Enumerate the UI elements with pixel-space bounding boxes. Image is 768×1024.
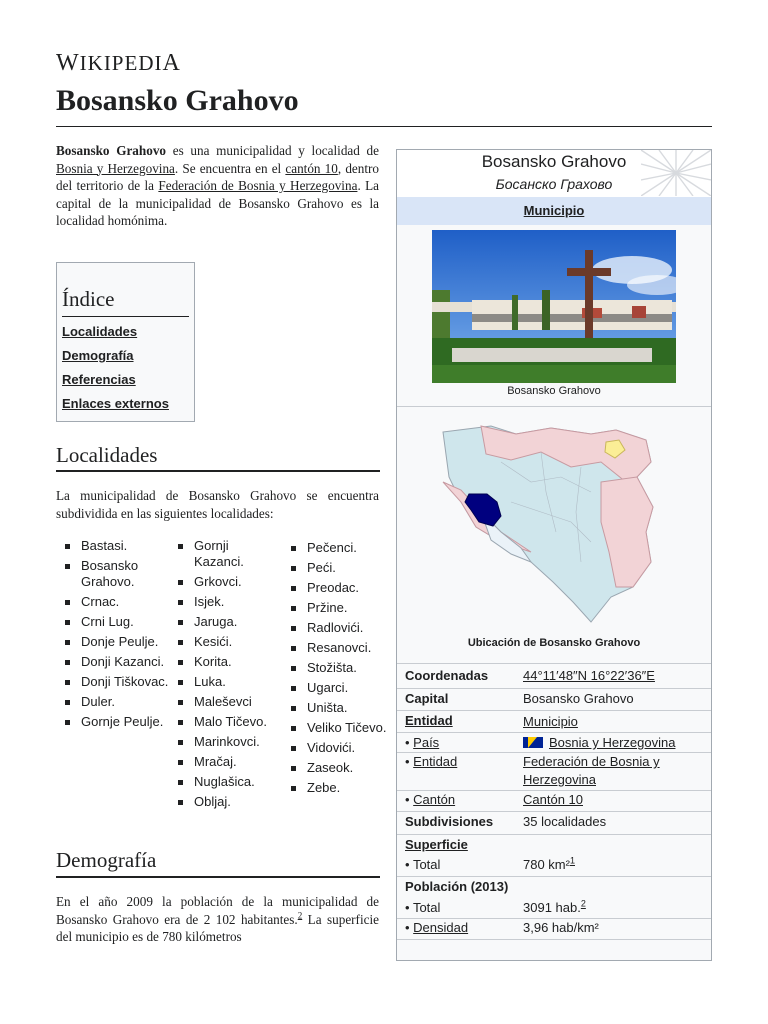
canton-label-link[interactable]: Cantón	[413, 792, 456, 807]
ref-link[interactable]: 2	[580, 898, 586, 909]
link-canton-10[interactable]: cantón 10	[285, 160, 338, 176]
infobox-native-name: Босанско Грахово	[495, 176, 613, 192]
densidad-value: 3,96 hab/km²	[523, 920, 599, 935]
link-federacion[interactable]: Federación de Bosnia y Herzegovina	[158, 178, 358, 194]
poblacion-total-label: • Total	[405, 900, 441, 915]
bosnia-flag-icon	[523, 737, 543, 748]
intro-text-2: . Se encuentra en el	[174, 160, 286, 176]
list-item: Pržine.	[291, 600, 395, 616]
link-bosnia[interactable]: Bosnia y Herzegovina	[56, 160, 175, 176]
infobox-separator	[397, 834, 711, 835]
infobox-separator	[397, 732, 711, 733]
municipality-photo[interactable]	[432, 230, 676, 383]
canton-link[interactable]: Cantón 10	[523, 792, 583, 807]
superficie-total-text: Total	[412, 857, 441, 872]
list-item: Veliko Tičevo.	[291, 720, 395, 736]
list-item: Bastasi.	[65, 538, 169, 554]
capital-label: Capital	[405, 691, 449, 706]
list-item: Isjek.	[178, 594, 282, 610]
entidad2-link[interactable]: Federación de Bosnia y Herzegovina	[523, 754, 660, 787]
list-item: Luka.	[178, 674, 282, 690]
list-item: Vidovići.	[291, 740, 395, 756]
infobox-separator	[397, 688, 711, 689]
list-item: Kesići.	[178, 634, 282, 650]
list-item: Ugarci.	[291, 680, 395, 696]
toc-rule	[62, 316, 189, 317]
entidad2-label-link[interactable]: Entidad	[413, 754, 458, 769]
list-item: Zaseok.	[291, 760, 395, 776]
list-item: Mračaj.	[178, 754, 282, 770]
infobox-separator	[397, 663, 711, 664]
ref-link[interactable]: 1	[569, 855, 575, 866]
localidades-column-1	[65, 538, 169, 734]
heading-localidades: Localidades	[56, 443, 158, 467]
list-item: Donji Tiškovac.	[65, 674, 169, 690]
logo-ikipedi: IKIPEDI	[79, 51, 163, 75]
list-item: Donje Peulje.	[65, 634, 169, 650]
pais-label: • País	[405, 735, 440, 750]
toc-title: Índice	[62, 287, 115, 311]
list-item: Marinkovci.	[178, 734, 282, 750]
poblacion-label: Población (2013)	[405, 879, 509, 894]
location-map[interactable]	[441, 422, 677, 632]
list-item: Jaruga.	[178, 614, 282, 630]
logo-a: A	[162, 50, 181, 76]
list-item: Korita.	[178, 654, 282, 670]
toc-item-localidades[interactable]: Localidades	[62, 324, 138, 339]
intro-subject: Bosansko Grahovo	[56, 143, 167, 158]
entidad2-label: • Entidad	[405, 754, 458, 769]
list-item: Bosansko Grahovo.	[65, 558, 169, 590]
superficie-total-label: • Total	[405, 857, 441, 872]
heading-demografia: Demografía	[56, 848, 157, 872]
list-item: Gornje Peulje.	[65, 714, 169, 730]
localidades-intro: La municipalidad de Bosansko Grahovo se encuentra subdividida en las siguientes localidades:	[56, 488, 379, 521]
subdivisiones-value: 35 localidades	[523, 814, 607, 829]
pais-value	[523, 734, 675, 752]
heading-rule-demografia	[56, 876, 380, 878]
list-item: Maleševci	[178, 694, 282, 710]
infobox-title: Bosansko Grahovo	[481, 152, 627, 171]
infobox-type-band	[397, 197, 711, 225]
list-item: Duler.	[65, 694, 169, 710]
localidades-column-2	[178, 538, 282, 814]
pais-link[interactable]: Bosnia y Herzegovina	[549, 735, 676, 750]
toc-item-referencias[interactable]: Referencias	[62, 372, 136, 387]
infobox-header	[397, 150, 711, 197]
intro-text-1: es una municipalidad y localidad de	[166, 143, 379, 158]
heading-rule-localidades	[56, 470, 380, 472]
map-caption: Ubicación de Bosansko Grahovo	[467, 637, 641, 649]
densidad-label-link[interactable]: Densidad	[413, 920, 469, 935]
list-item: Resanovci.	[291, 640, 395, 656]
capital-value: Bosansko Grahovo	[523, 691, 634, 706]
superficie-label	[405, 837, 468, 852]
superficie-link[interactable]: Superficie	[405, 837, 468, 852]
list-item: Radlovići.	[291, 620, 395, 636]
list-item: Peći.	[291, 560, 395, 576]
table-of-contents	[56, 262, 195, 422]
ref-link[interactable]: 2	[297, 910, 303, 921]
infobox-separator	[397, 876, 711, 877]
list-item: Malo Tičevo.	[178, 714, 282, 730]
intro-text-4: . La capital de la municipalidad de Bosansko Grahovo es la localidad homónima.	[56, 178, 379, 229]
localidades-column-3	[291, 540, 395, 800]
logo-w: W	[56, 50, 80, 76]
demografia-paragraph	[56, 893, 379, 946]
densidad-label: • Densidad	[405, 920, 469, 935]
poblacion-value-text: 3091 hab.	[523, 900, 581, 915]
photo-caption: Bosansko Grahovo	[507, 385, 601, 397]
toc-item-demografia[interactable]: Demografía	[62, 348, 134, 363]
entidad-label[interactable]: Entidad	[405, 713, 453, 728]
demografia-text-2: La superficie del municipio es de 780 kilómetros	[56, 911, 379, 945]
list-item: Crnac.	[65, 594, 169, 610]
pais-label-link[interactable]: País	[413, 735, 440, 750]
list-item: Donji Kazanci.	[65, 654, 169, 670]
page-title: Bosansko Grahovo	[56, 84, 299, 117]
superficie-total-value	[523, 856, 575, 874]
infobox-separator	[397, 710, 711, 711]
list-item: Pečenci.	[291, 540, 395, 556]
toc-item-enlaces-externos[interactable]: Enlaces externos	[62, 396, 169, 411]
coords-link[interactable]: 44°11′48″N 16°22′36″E	[523, 668, 655, 683]
entidad-link[interactable]: Municipio	[523, 714, 578, 729]
list-item: Crni Lug.	[65, 614, 169, 630]
subdivisiones-label: Subdivisiones	[405, 814, 494, 829]
list-item: Uništa.	[291, 700, 395, 716]
intro-paragraph	[56, 142, 379, 230]
list-item: Grkovci.	[178, 574, 282, 590]
list-item: Stožišta.	[291, 660, 395, 676]
infobox-type-link[interactable]: Municipio	[523, 203, 585, 218]
list-item: Nuglašica.	[178, 774, 282, 790]
demografia-text-1: En el año 2009 la población de la municipalidad de Bosansko Grahovo era de 2 102 habitantes.	[56, 894, 379, 927]
list-item: Zebe.	[291, 780, 395, 796]
intro-text-3: , dentro del territorio de la	[56, 160, 380, 194]
poblacion-total-value	[523, 899, 586, 917]
list-item: Preodac.	[291, 580, 395, 596]
canton-label: • Cantón	[405, 792, 456, 807]
superficie-value-text: 780 km²	[523, 857, 570, 872]
coords-label: Coordenadas	[405, 668, 489, 683]
infobox-separator	[397, 811, 711, 812]
infobox-separator	[397, 939, 711, 940]
list-item: Gornji Kazanci.	[178, 538, 282, 570]
list-item: Obljaj.	[178, 794, 282, 810]
infobox-separator	[397, 406, 711, 407]
infobox	[396, 149, 712, 961]
wikipedia-logo[interactable]	[56, 50, 181, 77]
title-rule	[56, 126, 712, 127]
poblacion-total-text: Total	[412, 900, 441, 915]
